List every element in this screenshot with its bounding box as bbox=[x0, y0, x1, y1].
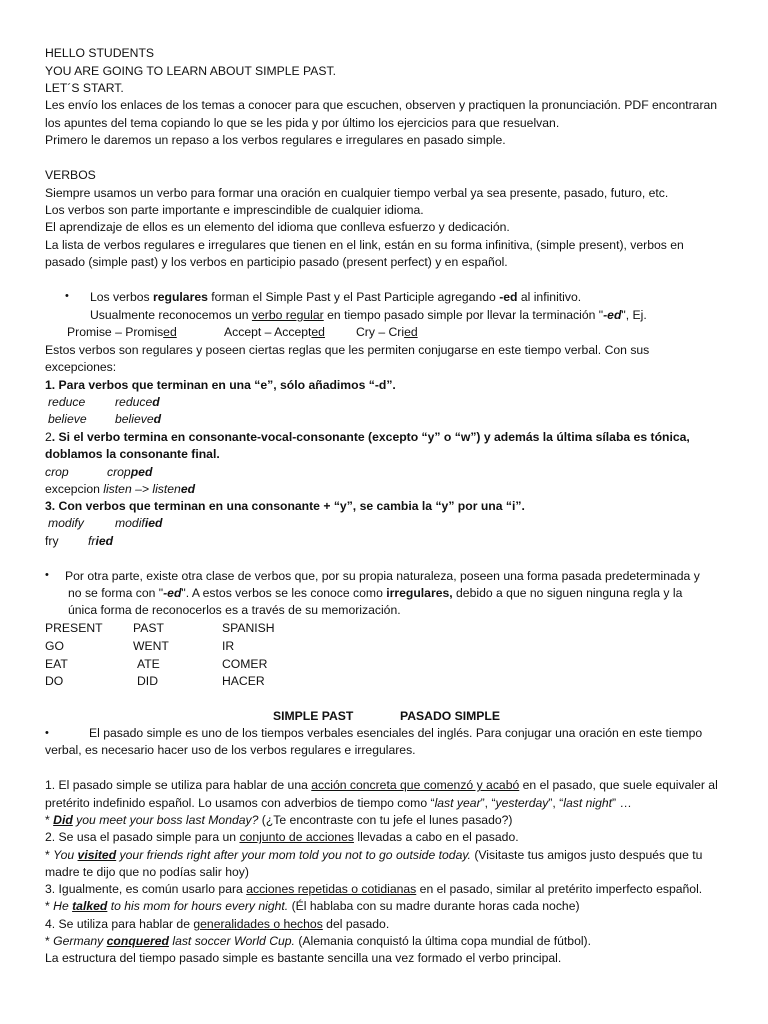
text: 3. Igualmente, es común usarlo para bbox=[45, 882, 247, 896]
uso-2 bbox=[45, 829, 519, 846]
ed-suffix: -ed bbox=[499, 290, 518, 304]
intro-line-5: los apuntes del tema copiando lo que se les pida y por último los ejercicios para que resuelvan. bbox=[45, 116, 560, 130]
text: y además la última sílaba es tónica, bbox=[480, 430, 690, 444]
bullet-simple-past: • bbox=[45, 727, 49, 739]
ed-suffix: -ed bbox=[163, 586, 182, 600]
text: fr bbox=[88, 534, 96, 548]
text: modif bbox=[115, 516, 145, 530]
text: Did bbox=[53, 813, 73, 827]
table-header-past: PAST bbox=[133, 621, 164, 635]
uso-3-example bbox=[45, 898, 580, 915]
ed-suffix: ed bbox=[163, 325, 177, 339]
text: ". A estos verbos se les conoce como bbox=[181, 586, 387, 600]
text: reduce bbox=[115, 395, 153, 409]
example-cry bbox=[356, 324, 418, 341]
text: 2. Se usa el pasado simple para un bbox=[45, 830, 240, 844]
verbos-line-5: pasado (simple past) y los verbos en participio pasado (present perfect) y en español. bbox=[45, 255, 508, 269]
regla-1-example-1-past bbox=[115, 394, 160, 411]
text: last soccer World Cup. bbox=[168, 934, 295, 948]
text: last night bbox=[563, 796, 613, 810]
uso-4-example bbox=[45, 933, 591, 950]
text: conjunto de acciones bbox=[239, 830, 354, 844]
table-header-spanish: SPANISH bbox=[222, 621, 275, 635]
text: visited bbox=[77, 848, 117, 862]
simple-past-final: La estructura del tiempo pasado simple es bastante sencilla una vez formado el verbo principal. bbox=[45, 951, 562, 965]
irregulares-line-3: única forma de reconocerlos es a través de su memorización. bbox=[68, 603, 401, 617]
text: your friends right after your mom told you not to go outside today. bbox=[116, 848, 471, 862]
text: ” … bbox=[612, 796, 632, 810]
uso-1-example bbox=[45, 812, 512, 829]
example-promise bbox=[67, 324, 177, 341]
regla-3-example-1-base: modify bbox=[48, 516, 84, 530]
regla-1-example-2-base: believe bbox=[48, 412, 87, 426]
text: ”, “ bbox=[480, 796, 496, 810]
table-cell: ATE bbox=[137, 657, 160, 671]
irregulares-term: irregulares, bbox=[386, 586, 453, 600]
text: (Alemania conquistó la última copa mundial de fútbol). bbox=[294, 934, 591, 948]
text: You bbox=[53, 848, 78, 862]
text: llevadas a cabo en el pasado. bbox=[353, 830, 519, 844]
text: conquered bbox=[106, 934, 169, 948]
suffix: ed bbox=[180, 482, 196, 496]
verbo-regular-term: verbo regular bbox=[251, 308, 324, 322]
text: Germany bbox=[53, 934, 107, 948]
section-title-en: SIMPLE PAST bbox=[273, 709, 354, 723]
regla-3-example-2-base: fry bbox=[45, 534, 59, 548]
verbos-line-1: Siempre usamos un verbo para formar una oración en cualquier tiempo verbal ya sea presente, pasado, futuro, etc. bbox=[45, 186, 669, 200]
suffix: ped bbox=[130, 465, 153, 479]
example-accept bbox=[224, 324, 325, 341]
suffix: d bbox=[152, 395, 160, 409]
ed-suffix: ed bbox=[311, 325, 325, 339]
regulares-term: regulares bbox=[153, 290, 208, 304]
text: en el pasado, similar al pretérito imperfecto español. bbox=[416, 882, 703, 896]
text: Usualmente reconocemos un bbox=[90, 308, 252, 322]
text: crop bbox=[107, 465, 131, 479]
text: yesterday bbox=[495, 796, 549, 810]
table-cell: HACER bbox=[222, 674, 265, 688]
regla-1-example-2-past bbox=[115, 411, 161, 428]
regla-3: 3. Con verbos que terminan en una consonante + “y”, se cambia la “y” por una “i”. bbox=[45, 499, 525, 513]
text: Los verbos bbox=[90, 290, 154, 304]
text: (Él hablaba con su madre durante horas cada noche) bbox=[288, 899, 580, 913]
text: ”, “ bbox=[548, 796, 564, 810]
text: (Visitaste tus amigos justo después que tu bbox=[470, 848, 703, 862]
irregulares-line-2 bbox=[68, 585, 682, 602]
text: en tiempo pasado simple por llevar la terminación " bbox=[323, 308, 604, 322]
reglas-intro-2: excepciones: bbox=[45, 360, 117, 374]
irregulares-line-1: Por otra parte, existe otra clase de verbos que, por su propia naturaleza, poseen una forma pasada predeterminada y bbox=[65, 569, 700, 583]
text: Cry – Cri bbox=[356, 325, 405, 339]
text: Promise – Promis bbox=[67, 325, 164, 339]
simple-past-intro-1: El pasado simple es uno de los tiempos verbales esenciales del inglés. Para conjugar una oración en este tiempo bbox=[89, 726, 703, 740]
verbos-line-2: Los verbos son parte importante e imprescindible de cualquier idioma. bbox=[45, 203, 424, 217]
regla-2-example-base: crop bbox=[45, 465, 69, 479]
text: (¿Te encontraste con tu jefe el lunes pasado?) bbox=[258, 813, 513, 827]
text: generalidades o hechos bbox=[193, 917, 323, 931]
regla-3-example-2-past bbox=[88, 533, 113, 550]
text: Accept – Accept bbox=[224, 325, 312, 339]
text: listen –> listen bbox=[103, 482, 181, 496]
uso-1 bbox=[45, 777, 718, 794]
table-header-present: PRESENT bbox=[45, 621, 103, 635]
suffix: ied bbox=[95, 534, 114, 548]
regulares-usual-line bbox=[90, 307, 647, 324]
text: believe bbox=[115, 412, 154, 426]
suffix: d bbox=[153, 412, 162, 426]
table-cell: GO bbox=[45, 639, 64, 653]
uso-1-cont bbox=[45, 795, 632, 812]
verbos-line-4: La lista de verbos regulares e irregulares que tienen en el link, están en su forma infinitiva, (simple present), verbos en bbox=[45, 238, 684, 252]
text: talked bbox=[72, 899, 108, 913]
suffix: ied bbox=[144, 516, 163, 530]
text: en el pasado, que suele equivaler al bbox=[519, 778, 718, 792]
reglas-intro-1: Estos verbos son regulares y poseen ciertas reglas que les permiten conjugarse en este tiempo verbal. Con sus bbox=[45, 343, 650, 357]
section-title-es: PASADO SIMPLE bbox=[400, 709, 500, 723]
intro-greeting: HELLO STUDENTS bbox=[45, 46, 155, 60]
regla-2-exception bbox=[45, 481, 195, 498]
regla-2-example-past bbox=[107, 464, 152, 481]
table-cell: DID bbox=[137, 674, 158, 688]
bullet-regulares: • bbox=[65, 290, 69, 302]
text: acciones repetidas o cotidianas bbox=[246, 882, 417, 896]
verbos-line-3: El aprendizaje de ellos es un elemento del idioma que conlleva esfuerzo y dedicación. bbox=[45, 220, 510, 234]
intro-line-2: YOU ARE GOING TO LEARN ABOUT SIMPLE PAST. bbox=[45, 64, 337, 78]
text: al infinitivo. bbox=[517, 290, 582, 304]
text: * bbox=[45, 934, 54, 948]
intro-line-3: LET´S START. bbox=[45, 81, 124, 95]
simple-past-intro-2: verbal, es necesario hacer uso de los verbos regulares e irregulares. bbox=[45, 743, 416, 757]
ed-suffix: ed bbox=[404, 325, 418, 339]
regla-3-example-1-past bbox=[115, 515, 162, 532]
table-cell: IR bbox=[222, 639, 235, 653]
text: . Si el verbo termina en consonante-vocal-consonante (excepto “y” o “w”) bbox=[51, 430, 481, 444]
text: * bbox=[45, 848, 54, 862]
regla-2 bbox=[45, 429, 690, 446]
table-cell: WENT bbox=[133, 639, 169, 653]
text: acción concreta que comenzó y acabó bbox=[311, 778, 520, 792]
text: forman el Simple Past y el Past Participle agregando bbox=[207, 290, 500, 304]
uso-4 bbox=[45, 916, 389, 933]
table-cell: COMER bbox=[222, 657, 268, 671]
text: no se forma con " bbox=[68, 586, 164, 600]
verbos-heading: VERBOS bbox=[45, 168, 96, 182]
regla-1-example-1-base: reduce bbox=[48, 395, 86, 409]
regla-1: 1. Para verbos que terminan en una “e”, sólo añadimos “-d”. bbox=[45, 378, 396, 392]
text: del pasado. bbox=[322, 917, 390, 931]
text: 1. El pasado simple se utiliza para hablar de una bbox=[45, 778, 312, 792]
bullet-irregulares: • bbox=[45, 569, 49, 581]
text: excepcion bbox=[45, 482, 104, 496]
regulares-bullet-line bbox=[90, 289, 581, 306]
table-cell: EAT bbox=[45, 657, 68, 671]
text: 4. Se utiliza para hablar de bbox=[45, 917, 194, 931]
text: pretérito indefinido español. Lo usamos con adverbios de tiempo como “ bbox=[45, 796, 435, 810]
table-cell: DO bbox=[45, 674, 64, 688]
text: * bbox=[45, 899, 54, 913]
text: debido a que no siguen ninguna regla y la bbox=[452, 586, 683, 600]
text: last year bbox=[434, 796, 481, 810]
text: ", Ej. bbox=[621, 308, 647, 322]
text: to his mom for hours every night. bbox=[107, 899, 289, 913]
regla-2-cont: doblamos la consonante final. bbox=[45, 447, 220, 461]
text: 2 bbox=[45, 430, 52, 444]
uso-3 bbox=[45, 881, 702, 898]
intro-line-6: Primero le daremos un repaso a los verbos regulares e irregulares en pasado simple. bbox=[45, 133, 506, 147]
text: He bbox=[53, 899, 73, 913]
text: you meet your boss last Monday? bbox=[72, 813, 259, 827]
ed-suffix: -ed bbox=[603, 308, 622, 322]
uso-2-example bbox=[45, 847, 702, 864]
intro-line-4: Les envío los enlaces de los temas a conocer para que escuchen, observen y practiquen la pronunciación. PDF encontraran bbox=[45, 98, 718, 112]
text: * bbox=[45, 813, 54, 827]
uso-2-example-cont: madre te dijo que no podías salir hoy) bbox=[45, 865, 249, 879]
